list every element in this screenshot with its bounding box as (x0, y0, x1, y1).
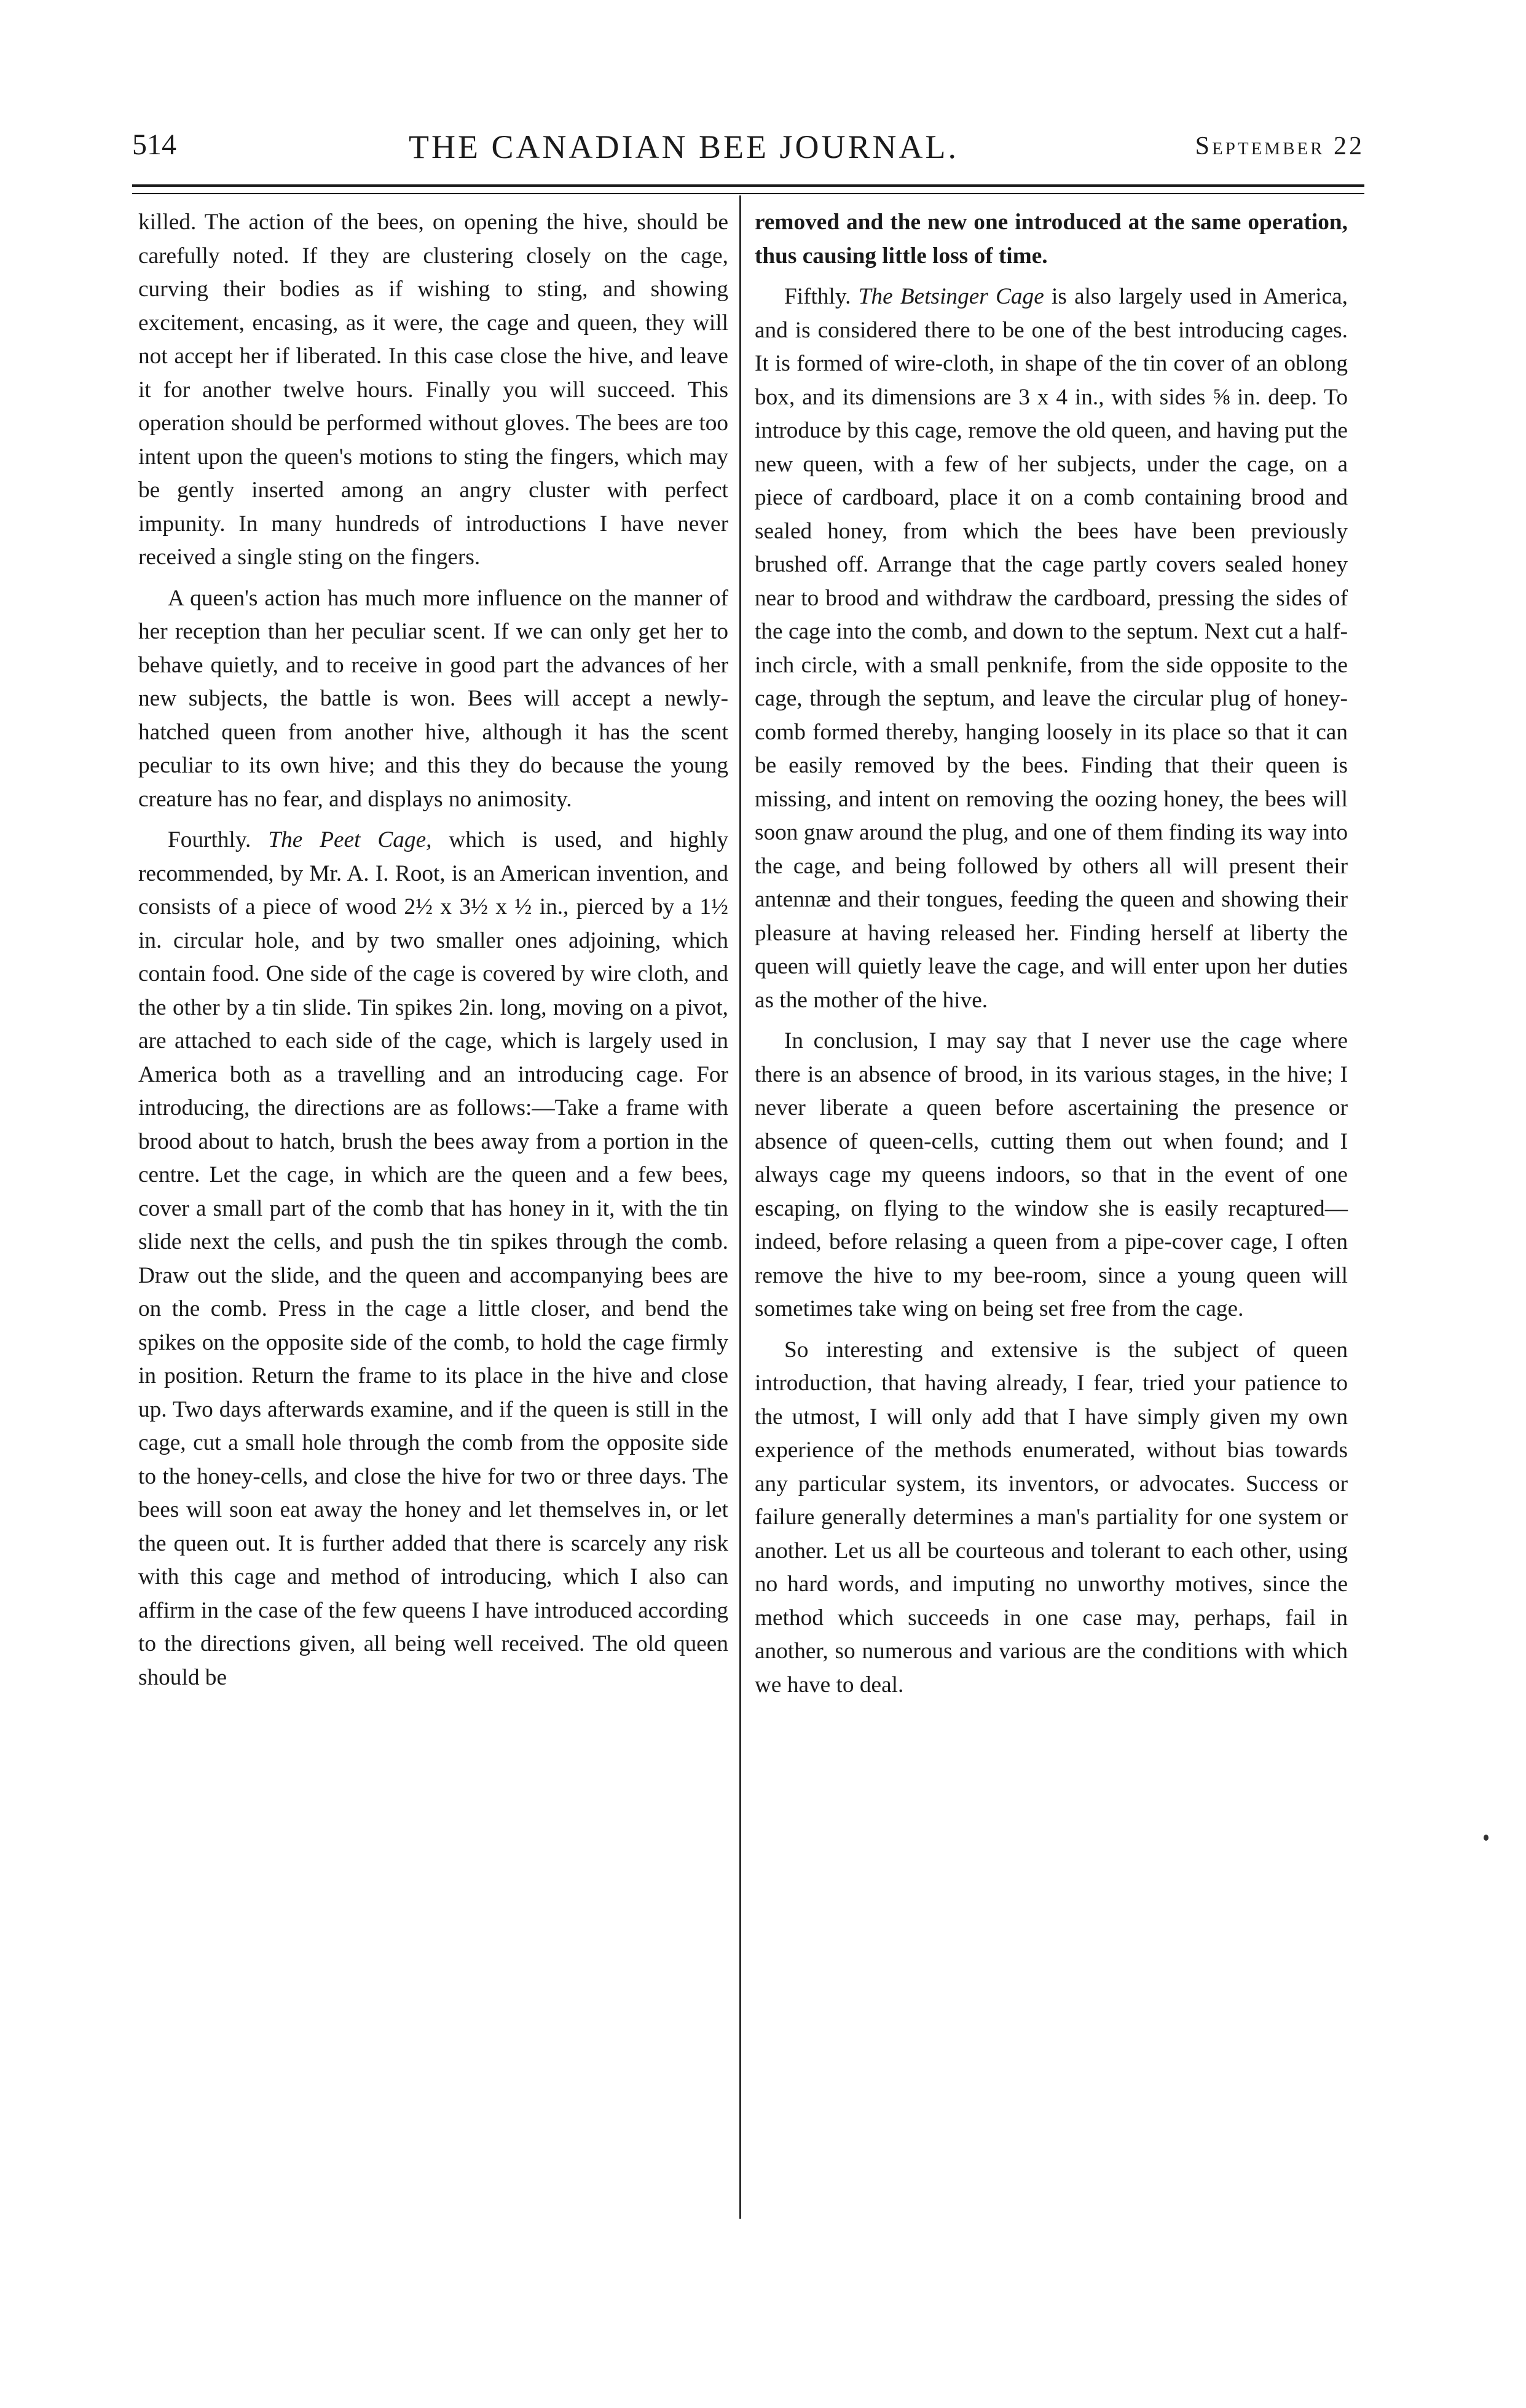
cage-name: The Betsinger Cage (858, 284, 1044, 309)
running-header (132, 128, 1364, 172)
paragraph-body: which is used, and highly recommended, by Mr. A. I. Root, is an American invention, and consists of a piece of wood 2½ x 3½ x ½ in., pierced by a 1½ in. circular hole, and by two smaller ones adjoining, which contain food. One side of the cage is covered by wire cloth, and the other by a tin slide. Tin spikes 2in. long, moving on a pivot, are attached to each side of the cage, which is largely used in America both as a travelling and an introducing cage. For introducing, the directions are as follows:—Take a frame with brood about to hatch, brush the bees away from a portion in the centre. Let the cage, in which are the queen and a few bees, cover a small part of the comb that has honey in it, with the tin slide next the cells, and push the tin spikes through the comb. Draw out the slide, and the queen and accompanying bees are on the comb. Press in the cage a little closer, and bend the spikes on the opposite side of the comb, to hold the cage firmly in position. Return the frame to its place in the hive and close up. Two days afterwards examine, and if the queen is still in the cage, cut a small hole through the comb from the opposite side to the honey-cells, and close the hive for two or three days. The bees will soon eat away the honey and let themselves in, or let the queen out. It is further added that there is scarcely any risk with this cage and method of introducing, which I also can affirm in the case of the few queens I have introduced according to the directions given, all being well received. The old queen should be (138, 827, 729, 1690)
section-lead: Fifthly. (784, 284, 851, 309)
journal-title: THE CANADIAN BEE JOURNAL. (409, 128, 959, 165)
paragraph (755, 280, 1348, 1017)
ink-speck (1484, 1835, 1489, 1841)
paragraph: So interesting and extensive is the subject of queen introduction, that having already, I fear, tried your patience to the utmost, I will only add that I have simply given my own experience of the methods enumerated, without bias towards any particular system, its inventors, or advocates. Success or failure generally determines a man's partiality for one system or another. Let us all be courteous and tolerant to each other, using no hard words, and imputing no unworthy motives, since the method which succeeds in one case may, perhaps, fail in another, so numerous and various are the conditions with which we have to deal. (755, 1337, 1348, 1698)
paragraph: A queen's action has much more influence on the manner of her reception than her peculiar scent. If we can only get her to behave quietly, and to receive in good part the advances of her new subjects, the battle is won. Bees will accept a newly-hatched queen from another hive, although it has the scent peculiar to its own hive; and this they do because the young creature has no fear, and displays no animosity. (138, 585, 728, 812)
paragraph (138, 824, 728, 1694)
section-lead: Fourthly. (168, 827, 251, 852)
issue-date: September 22 (1195, 132, 1364, 160)
left-column (138, 206, 728, 1702)
right-column (755, 206, 1348, 1709)
cage-name: The Peet Cage, (268, 827, 432, 852)
paragraph-body: is also largely used in America, and is considered there to be one of the best introducing cages. It is formed of wire-cloth, in shape of the tin cover of an oblong box, and its dimensions are 3 x 4 in., with sides ⅝ in. deep. To introduce by this cage, remove the old queen, and having put the new queen, with a few of her subjects, under the cage, on a piece of cardboard, place it on a comb containing brood and sealed honey, from which the bees have been previously brushed off. Arrange that the cage partly covers sealed honey near to brood and withdraw the cardboard, pressing the sides of the cage into the comb, and down to the septum. Next cut a half-inch circle, with a small penknife, from the side opposite to the cage, through the septum, and leave the circular plug of honey-comb formed thereby, hanging loosely in its place so that it can be easily removed by the bees. Finding that their queen is missing, and intent on removing the oozing honey, the bees will soon gnaw around the plug, and one of them finding its way into the cage, and being followed by others all will present their antennæ and their tongues, feeding the queen and showing their pleasure at having released her. Finding herself at liberty the queen will quietly leave the cage, and will enter upon her duties as the mother of the hive. (755, 284, 1348, 1013)
page-number: 514 (132, 128, 176, 161)
paragraph: removed and the new one introduced at the same operation, thus causing little loss of time. (755, 210, 1348, 269)
paragraph: In conclusion, I may say that I never use the cage where there is an absence of brood, in its various stages, in the hive; I never liberate a queen before ascertaining the presence or absence of queen-cells, cutting them out when found; and I always cage my queens indoors, so that in the event of one escaping, on flying to the window she is easily recaptured—indeed, before relasing a queen from a pipe-cover cage, I often remove the hive to my bee-room, since a young queen will sometimes take wing on being set free from the cage. (755, 1028, 1348, 1321)
header-rule-thin (132, 193, 1364, 194)
header-rule (132, 184, 1364, 187)
paragraph: killed. The action of the bees, on opening the hive, should be carefully noted. If they are clustering closely on the cage, curving their bodies as if wishing to sting, and showing excitement, encasing, as it were, the cage and queen, they will not accept her if liberated. In this case close the hive, and leave it for another twelve hours. Finally you will succeed. This operation should be performed without gloves. The bees are too intent upon the queen's motions to sting the fingers, which may be gently inserted among an angry cluster with perfect impunity. In many hundreds of introductions I have never received a single sting on the fingers. (138, 210, 728, 570)
column-divider (739, 195, 741, 2219)
